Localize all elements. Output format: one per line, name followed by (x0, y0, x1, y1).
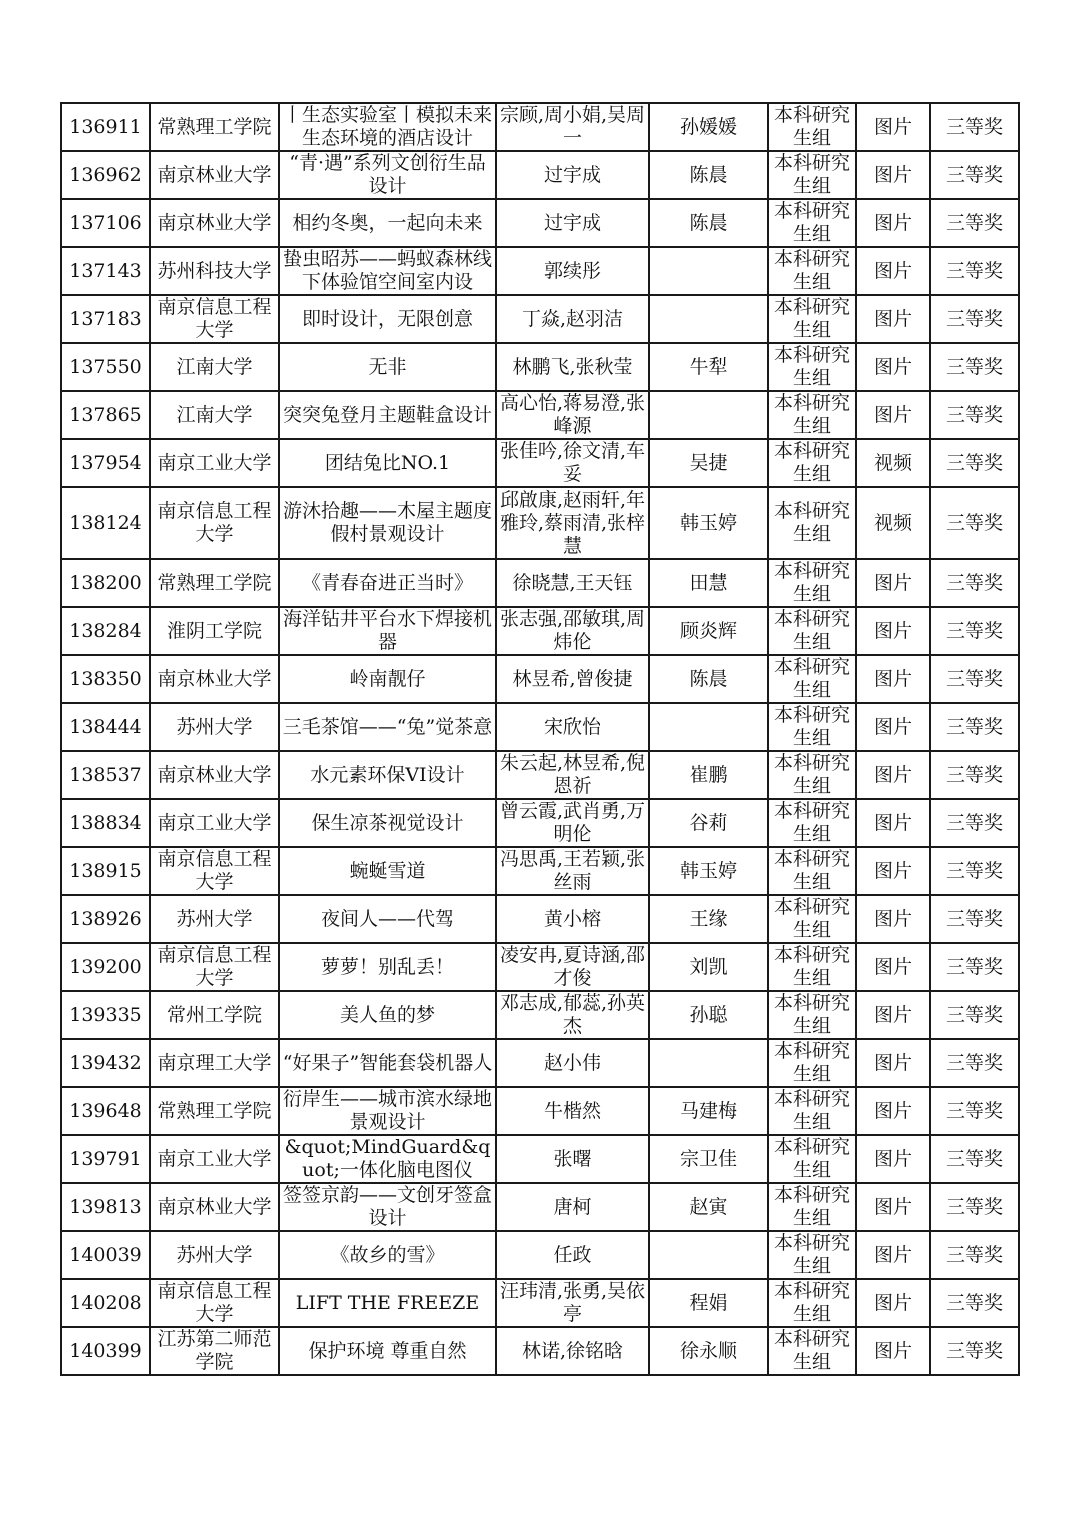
advisor-cell (649, 391, 768, 439)
school-cell: 江南大学 (150, 391, 279, 439)
work-title-cell: 保生凉茶视觉设计 (279, 799, 496, 847)
entry-id-cell: 136911 (61, 103, 150, 151)
authors-cell: 张曙 (496, 1135, 649, 1183)
table-row (61, 1135, 1019, 1183)
school-cell: 南京信息工程大学 (150, 487, 279, 559)
group-cell: 本科研究生组 (768, 199, 856, 247)
group-cell: 本科研究生组 (768, 1135, 856, 1183)
authors-cell: 林诺,徐铭晗 (496, 1327, 649, 1375)
group-cell: 本科研究生组 (768, 1231, 856, 1279)
award-level-cell: 三等奖 (930, 487, 1019, 559)
entry-id-cell: 137550 (61, 343, 150, 391)
group-cell: 本科研究生组 (768, 1039, 856, 1087)
award-table (60, 102, 1020, 1376)
advisor-cell: 韩玉婷 (649, 847, 768, 895)
work-type-cell: 图片 (856, 199, 930, 247)
authors-cell: 朱云起,林昱希,倪恩祈 (496, 751, 649, 799)
advisor-cell: 韩玉婷 (649, 487, 768, 559)
award-level-cell: 三等奖 (930, 1087, 1019, 1135)
work-title-cell: 无非 (279, 343, 496, 391)
authors-cell: 徐晓慧,王天钰 (496, 559, 649, 607)
work-title-cell: 丨生态实验室丨模拟未来生态环境的酒店设计 (279, 103, 496, 151)
work-title-cell: 海洋钻井平台水下焊接机器 (279, 607, 496, 655)
table-row (61, 391, 1019, 439)
work-title-cell: 签签京韵——文创牙签盒设计 (279, 1183, 496, 1231)
advisor-cell (649, 295, 768, 343)
work-type-cell: 图片 (856, 295, 930, 343)
authors-cell: 邓志成,郁蕊,孙英杰 (496, 991, 649, 1039)
award-level-cell: 三等奖 (930, 1039, 1019, 1087)
work-type-cell: 图片 (856, 1183, 930, 1231)
advisor-cell: 马建梅 (649, 1087, 768, 1135)
school-cell: 南京工业大学 (150, 439, 279, 487)
work-type-cell: 图片 (856, 703, 930, 751)
advisor-cell: 孙聪 (649, 991, 768, 1039)
school-cell: 常熟理工学院 (150, 559, 279, 607)
advisor-cell (649, 703, 768, 751)
table-row (61, 655, 1019, 703)
advisor-cell: 孙媛媛 (649, 103, 768, 151)
table-row (61, 943, 1019, 991)
advisor-cell: 赵寅 (649, 1183, 768, 1231)
advisor-cell: 崔鹏 (649, 751, 768, 799)
award-level-cell: 三等奖 (930, 943, 1019, 991)
work-title-cell: 水元素环保VI设计 (279, 751, 496, 799)
table-row (61, 703, 1019, 751)
entry-id-cell: 138200 (61, 559, 150, 607)
work-title-cell: 岭南靓仔 (279, 655, 496, 703)
school-cell: 南京理工大学 (150, 1039, 279, 1087)
school-cell: 南京工业大学 (150, 799, 279, 847)
group-cell: 本科研究生组 (768, 103, 856, 151)
award-level-cell: 三等奖 (930, 1327, 1019, 1375)
school-cell: 南京林业大学 (150, 655, 279, 703)
authors-cell: 过宇成 (496, 151, 649, 199)
group-cell: 本科研究生组 (768, 295, 856, 343)
authors-cell: 冯思禹,王若颖,张丝雨 (496, 847, 649, 895)
authors-cell: 张志强,邵敏琪,周炜伦 (496, 607, 649, 655)
entry-id-cell: 138124 (61, 487, 150, 559)
work-title-cell: 保护环境 尊重自然 (279, 1327, 496, 1375)
school-cell: 苏州大学 (150, 1231, 279, 1279)
entry-id-cell: 139200 (61, 943, 150, 991)
work-title-cell: 游沐拾趣——木屋主题度假村景观设计 (279, 487, 496, 559)
authors-cell: 汪玮清,张勇,吴依亭 (496, 1279, 649, 1327)
work-type-cell: 图片 (856, 607, 930, 655)
entry-id-cell: 140208 (61, 1279, 150, 1327)
award-level-cell: 三等奖 (930, 799, 1019, 847)
school-cell: 苏州大学 (150, 895, 279, 943)
work-type-cell: 图片 (856, 1135, 930, 1183)
entry-id-cell: 138537 (61, 751, 150, 799)
group-cell: 本科研究生组 (768, 895, 856, 943)
work-type-cell: 视频 (856, 487, 930, 559)
work-title-cell: 三毛茶馆——“兔”觉茶意 (279, 703, 496, 751)
work-type-cell: 图片 (856, 1279, 930, 1327)
award-level-cell: 三等奖 (930, 895, 1019, 943)
entry-id-cell: 138350 (61, 655, 150, 703)
work-type-cell: 图片 (856, 151, 930, 199)
advisor-cell: 顾炎辉 (649, 607, 768, 655)
school-cell: 苏州大学 (150, 703, 279, 751)
work-title-cell: “好果子”智能套袋机器人 (279, 1039, 496, 1087)
work-type-cell: 图片 (856, 559, 930, 607)
authors-cell: 郭续彤 (496, 247, 649, 295)
table-row (61, 847, 1019, 895)
advisor-cell: 田慧 (649, 559, 768, 607)
authors-cell: 丁焱,赵羽洁 (496, 295, 649, 343)
authors-cell: 高心怡,蒋易澄,张峰源 (496, 391, 649, 439)
school-cell: 常熟理工学院 (150, 1087, 279, 1135)
group-cell: 本科研究生组 (768, 991, 856, 1039)
entry-id-cell: 138284 (61, 607, 150, 655)
advisor-cell: 王缘 (649, 895, 768, 943)
table-row (61, 895, 1019, 943)
advisor-cell: 陈晨 (649, 655, 768, 703)
work-title-cell: 美人鱼的梦 (279, 991, 496, 1039)
work-title-cell: LIFT THE FREEZE (279, 1279, 496, 1327)
group-cell: 本科研究生组 (768, 703, 856, 751)
entry-id-cell: 137954 (61, 439, 150, 487)
group-cell: 本科研究生组 (768, 343, 856, 391)
work-type-cell: 图片 (856, 1327, 930, 1375)
award-table-body (61, 103, 1019, 1375)
entry-id-cell: 136962 (61, 151, 150, 199)
work-type-cell: 图片 (856, 1039, 930, 1087)
school-cell: 江南大学 (150, 343, 279, 391)
authors-cell: 黄小榕 (496, 895, 649, 943)
authors-cell: 牛楷然 (496, 1087, 649, 1135)
authors-cell: 林鹏飞,张秋莹 (496, 343, 649, 391)
award-level-cell: 三等奖 (930, 655, 1019, 703)
entry-id-cell: 139648 (61, 1087, 150, 1135)
work-title-cell: 即时设计，无限创意 (279, 295, 496, 343)
work-title-cell: 《故乡的雪》 (279, 1231, 496, 1279)
advisor-cell: 刘凯 (649, 943, 768, 991)
entry-id-cell: 139813 (61, 1183, 150, 1231)
group-cell: 本科研究生组 (768, 1327, 856, 1375)
school-cell: 常熟理工学院 (150, 103, 279, 151)
group-cell: 本科研究生组 (768, 655, 856, 703)
group-cell: 本科研究生组 (768, 847, 856, 895)
authors-cell: 曾云霞,武肖勇,万明伦 (496, 799, 649, 847)
work-type-cell: 图片 (856, 847, 930, 895)
school-cell: 南京林业大学 (150, 199, 279, 247)
group-cell: 本科研究生组 (768, 943, 856, 991)
work-type-cell: 图片 (856, 751, 930, 799)
group-cell: 本科研究生组 (768, 439, 856, 487)
entry-id-cell: 138926 (61, 895, 150, 943)
award-level-cell: 三等奖 (930, 847, 1019, 895)
work-title-cell: 夜间人——代驾 (279, 895, 496, 943)
advisor-cell: 陈晨 (649, 151, 768, 199)
group-cell: 本科研究生组 (768, 559, 856, 607)
award-level-cell: 三等奖 (930, 1183, 1019, 1231)
school-cell: 南京信息工程大学 (150, 295, 279, 343)
school-cell: 常州工学院 (150, 991, 279, 1039)
group-cell: 本科研究生组 (768, 247, 856, 295)
group-cell: 本科研究生组 (768, 391, 856, 439)
work-type-cell: 图片 (856, 655, 930, 703)
award-level-cell: 三等奖 (930, 703, 1019, 751)
school-cell: 南京信息工程大学 (150, 943, 279, 991)
authors-cell: 张佳吟,徐文清,车妥 (496, 439, 649, 487)
work-type-cell: 图片 (856, 799, 930, 847)
award-level-cell: 三等奖 (930, 1135, 1019, 1183)
table-row (61, 1087, 1019, 1135)
group-cell: 本科研究生组 (768, 751, 856, 799)
authors-cell: 林昱希,曾俊捷 (496, 655, 649, 703)
work-type-cell: 图片 (856, 895, 930, 943)
advisor-cell: 程娟 (649, 1279, 768, 1327)
work-title-cell: 萝萝！别乱丢！ (279, 943, 496, 991)
award-level-cell: 三等奖 (930, 559, 1019, 607)
table-row (61, 103, 1019, 151)
authors-cell: 宗顾,周小娟,吴周一 (496, 103, 649, 151)
table-row (61, 559, 1019, 607)
table-row (61, 1231, 1019, 1279)
work-title-cell: “青·遇”系列文创衍生品设计 (279, 151, 496, 199)
entry-id-cell: 139432 (61, 1039, 150, 1087)
entry-id-cell: 138834 (61, 799, 150, 847)
work-type-cell: 图片 (856, 103, 930, 151)
award-level-cell: 三等奖 (930, 103, 1019, 151)
work-type-cell: 图片 (856, 943, 930, 991)
table-row (61, 199, 1019, 247)
advisor-cell (649, 1231, 768, 1279)
advisor-cell: 牛犁 (649, 343, 768, 391)
work-type-cell: 图片 (856, 343, 930, 391)
work-title-cell: 突突兔登月主题鞋盒设计 (279, 391, 496, 439)
school-cell: 南京林业大学 (150, 1183, 279, 1231)
group-cell: 本科研究生组 (768, 151, 856, 199)
entry-id-cell: 137183 (61, 295, 150, 343)
table-row (61, 1279, 1019, 1327)
school-cell: 江苏第二师范学院 (150, 1327, 279, 1375)
award-level-cell: 三等奖 (930, 991, 1019, 1039)
entry-id-cell: 137143 (61, 247, 150, 295)
work-type-cell: 图片 (856, 247, 930, 295)
work-title-cell: 蛰虫昭苏——蚂蚁森林线下体验馆空间室内设 (279, 247, 496, 295)
work-title-cell: &quot;MindGuard&quot;一体化脑电图仪 (279, 1135, 496, 1183)
group-cell: 本科研究生组 (768, 487, 856, 559)
school-cell: 南京工业大学 (150, 1135, 279, 1183)
award-level-cell: 三等奖 (930, 295, 1019, 343)
table-row (61, 1183, 1019, 1231)
table-row (61, 439, 1019, 487)
advisor-cell: 陈晨 (649, 199, 768, 247)
school-cell: 苏州科技大学 (150, 247, 279, 295)
entry-id-cell: 137106 (61, 199, 150, 247)
work-title-cell: 团结兔比NO.1 (279, 439, 496, 487)
group-cell: 本科研究生组 (768, 1087, 856, 1135)
authors-cell: 过宇成 (496, 199, 649, 247)
table-row (61, 607, 1019, 655)
award-table-sheet (60, 102, 1018, 1376)
authors-cell: 宋欣怡 (496, 703, 649, 751)
group-cell: 本科研究生组 (768, 1183, 856, 1231)
award-level-cell: 三等奖 (930, 439, 1019, 487)
table-row (61, 799, 1019, 847)
entry-id-cell: 139791 (61, 1135, 150, 1183)
group-cell: 本科研究生组 (768, 607, 856, 655)
work-title-cell: 相约冬奥，一起向未来 (279, 199, 496, 247)
advisor-cell: 宗卫佳 (649, 1135, 768, 1183)
group-cell: 本科研究生组 (768, 799, 856, 847)
authors-cell: 唐柯 (496, 1183, 649, 1231)
group-cell: 本科研究生组 (768, 1279, 856, 1327)
work-type-cell: 图片 (856, 391, 930, 439)
award-level-cell: 三等奖 (930, 1279, 1019, 1327)
advisor-cell (649, 247, 768, 295)
work-type-cell: 视频 (856, 439, 930, 487)
advisor-cell: 谷莉 (649, 799, 768, 847)
school-cell: 淮阴工学院 (150, 607, 279, 655)
award-level-cell: 三等奖 (930, 343, 1019, 391)
school-cell: 南京信息工程大学 (150, 847, 279, 895)
entry-id-cell: 138444 (61, 703, 150, 751)
work-type-cell: 图片 (856, 991, 930, 1039)
entry-id-cell: 140039 (61, 1231, 150, 1279)
school-cell: 南京林业大学 (150, 751, 279, 799)
advisor-cell (649, 1039, 768, 1087)
entry-id-cell: 137865 (61, 391, 150, 439)
entry-id-cell: 139335 (61, 991, 150, 1039)
award-level-cell: 三等奖 (930, 1231, 1019, 1279)
entry-id-cell: 140399 (61, 1327, 150, 1375)
work-type-cell: 图片 (856, 1231, 930, 1279)
table-row (61, 1039, 1019, 1087)
award-level-cell: 三等奖 (930, 199, 1019, 247)
work-title-cell: 蜿蜒雪道 (279, 847, 496, 895)
award-level-cell: 三等奖 (930, 151, 1019, 199)
table-row (61, 991, 1019, 1039)
table-row (61, 247, 1019, 295)
table-row (61, 487, 1019, 559)
school-cell: 南京信息工程大学 (150, 1279, 279, 1327)
award-level-cell: 三等奖 (930, 247, 1019, 295)
table-row (61, 343, 1019, 391)
work-type-cell: 图片 (856, 1087, 930, 1135)
table-row (61, 151, 1019, 199)
award-level-cell: 三等奖 (930, 607, 1019, 655)
work-title-cell: 衍岸生——城市滨水绿地景观设计 (279, 1087, 496, 1135)
work-title-cell: 《青春奋进正当时》 (279, 559, 496, 607)
award-level-cell: 三等奖 (930, 751, 1019, 799)
table-row (61, 1327, 1019, 1375)
advisor-cell: 徐永顺 (649, 1327, 768, 1375)
entry-id-cell: 138915 (61, 847, 150, 895)
advisor-cell: 吴捷 (649, 439, 768, 487)
authors-cell: 凌安冉,夏诗涵,邵才俊 (496, 943, 649, 991)
table-row (61, 751, 1019, 799)
school-cell: 南京林业大学 (150, 151, 279, 199)
table-row (61, 295, 1019, 343)
authors-cell: 任政 (496, 1231, 649, 1279)
authors-cell: 邱啟康,赵雨轩,年雅玲,蔡雨清,张梓慧 (496, 487, 649, 559)
authors-cell: 赵小伟 (496, 1039, 649, 1087)
award-level-cell: 三等奖 (930, 391, 1019, 439)
